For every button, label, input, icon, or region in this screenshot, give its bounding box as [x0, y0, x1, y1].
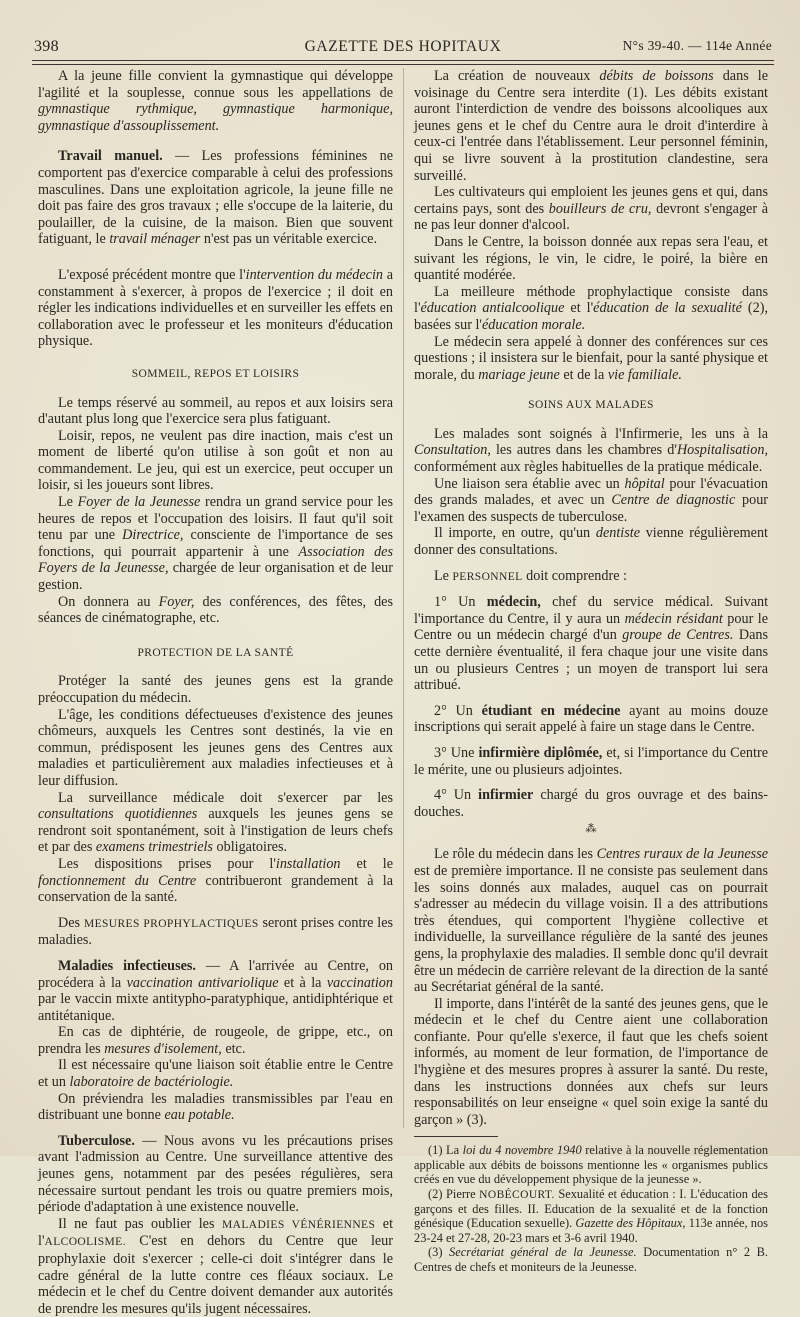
paragraph: Le médecin sera appelé à donner des conférences sur ces questions ; il insistera sur le bienfait, pour la santé physique et morale, du mariage jeune et de la vie familiale. [414, 333, 768, 383]
footnote-3: (3) Secrétariat général de la Jeunesse. Documentation n° 2 B. Centres de chefs et moniteurs de la Jeunesse. [414, 1245, 768, 1274]
paragraph: L'âge, les conditions défectueuses d'existence des jeunes chômeurs, auxquels les Centres sont destinés, la vie en commun, prédisposent les jeunes gens des Centres aux maladies et particulièrement aux maladies infectieuses et à leur diffusion. [38, 706, 393, 789]
paragraph: La création de nouveaux débits de boissons dans le voisinage du Centre sera interdite (1). Les débits existant auront l'interdiction de vendre des boissons alcooliques aux jeunes gens et le chef du Centre aura le droit d'interdire à ceux-ci l'entrée dans l'établissement. Leur personnel féminin, qui se livre souvent à la prostitution clandestine, sera surveillé. [414, 68, 768, 184]
paragraph: Les dispositions prises pour l'installation et le fonctionnement du Centre contribueront grandement à la conservation de la santé. [38, 855, 394, 906]
left-column [38, 68, 393, 1317]
paragraph: On préviendra les maladies transmissibles par l'eau en distribuant une bonne eau potable. [38, 1090, 393, 1124]
footnote-1: (1) La loi du 4 novembre 1940 relative à la nouvelle réglementation applicable aux débits de boissons mentionne les « organismes publics créés en vue du développement physique de la jeunesse ». [414, 1143, 769, 1187]
paragraph: Tuberculose. — Nous avons vu les précautions prises avant l'admission au Centre. Une surveillance attentive des jeunes gens, notamment par des pesées régulières, sera nécessaire surtout pendant les trois ou quatre premiers mois, période d'adaptation à une existence nouvelle. [38, 1132, 394, 1216]
paragraph: Protéger la santé des jeunes gens est la grande préoccupation du médecin. [38, 673, 393, 706]
paragraph: Des MESURES PROPHYLACTIQUES seront prises contre les maladies. [38, 914, 394, 949]
page-number: 398 [34, 38, 59, 55]
paragraph: Les cultivateurs qui emploient les jeunes gens et qui, dans certains pays, sont des bouilleurs de cru, devront s'engager à ne pas leur donner d'alcool. [414, 184, 768, 234]
paragraph: Il ne faut pas oublier les MALADIES VÉNÉRIENNES et l'ALCOOLISME. C'est en dehors du Centre que leur prophylaxie doit s'exercer ; celle-ci doit s'intégrer dans le cadre général de la lutte contre ces fléaux sociaux. Le médecin et le chef du Centre doivent demander aux autorités de prendre les mesures qu'ils jugent nécessaires. [38, 1215, 394, 1317]
paragraph: Les malades sont soignés à l'Infirmerie, les uns à la Consultation, les autres dans les chambres d'Hospitalisation, conformément aux règles habituelles de la pratique médicale. [414, 425, 768, 476]
paragraph: L'exposé précédent montre que l'intervention du médecin a constamment à s'exercer, à propos de l'exercice ; il doit en régler les indications individuelles et en surveiller les effets en collaboration avec le professeur et les moniteurs d'éducation physique. [38, 266, 394, 350]
paragraph: La surveillance médicale doit s'exercer par les consultations quotidiennes auxquels les jeunes gens se rendront soit spontanément, soit à l'instigation de leurs chefs et par des examens trimestriels obligatoires. [38, 789, 393, 856]
paragraph: Il importe, dans l'intérêt de la santé des jeunes gens, que le médecin et le chef du Centre aient une collaboration confiante. Pour qu'elle s'exerce, il faut que les chefs soient informés, au moment de leur formation, de l'importance de l'hygiène et des mesures propres à assurer la santé. Du reste, dans les instructions données aux chefs sur leurs responsabilités on leur enseigne « quel soin exige la santé du garçon » (3). [414, 995, 768, 1128]
issue-info: N°s 39-40. — 114e Année [622, 38, 772, 53]
section-heading-sommeil: SOMMEIL, REPOS ET LOISIRS [131, 367, 300, 380]
paragraph: Le temps réservé au sommeil, au repos et aux loisirs sera d'autant plus long que l'exercice sera plus fatiguant. [38, 394, 393, 428]
paragraph: On donnera au Foyer, des conférences, des fêtes, des séances de cinématographe, etc. [38, 593, 393, 627]
paragraph: 1° Un médecin, chef du service médical. Suivant l'importance du Centre, il y aura un médecin résidant pour le Centre ou un médecin chargé d'un groupe de Centres. Dans cette dernière éventualité, il fera chaque jour une visite dans un ou plusieurs Centres ; un moyen de transport lui sera attribué. [414, 594, 769, 694]
header-rule-thin [32, 64, 774, 65]
journal-title: GAZETTE DES HOPITAUX [304, 38, 502, 55]
paragraph: Dans le Centre, la boisson donnée aux repas sera l'eau, et suivant les régions, le vin, le cidre, le poiré, la bière en quantité modérée. [414, 233, 768, 284]
paragraph: Il est nécessaire qu'une liaison soit établie entre le Centre et un laboratoire de bactériologie. [38, 1057, 393, 1091]
paragraph: Travail manuel. — Les professions féminines ne comportent pas d'exercice comparable à celui des professions masculines. Dans une exploitation agricole, la jeune fille ne doit pas faire des gros travaux ; elle s'occupe de la laiterie, du poulailler, de la cuisine, de la maison. Bien que souvent fatiguant, le travail ménager n'est pas un véritable exercice. [38, 148, 394, 248]
paragraph: Maladies infectieuses. — A l'arrivée au Centre, on procédera à la vaccination antivariolique et à la vaccination par le vaccin mixte antitypho-paratyphique, antidiphtérique et antitétanique. [38, 957, 394, 1024]
paragraph: En cas de diphtérie, de rougeole, de grippe, etc., on prendra les mesures d'isolement, etc. [38, 1024, 393, 1057]
paragraph: La meilleure méthode prophylactique consiste dans l'éducation antialcoolique et l'éducation de la sexualité (2), basées sur l'éducation morale. [414, 283, 769, 333]
paragraph: 2° Un étudiant en médecine ayant au moins douze inscriptions qui serait appelé à faire un stage dans le Centre. [414, 702, 769, 736]
footnote-rule [414, 1136, 498, 1137]
paragraph: Le PERSONNEL doit comprendre : [434, 567, 627, 584]
asterism-ornament: ⁂ [585, 823, 597, 836]
paragraph: A la jeune fille convient la gymnastique qui développe l'agilité et la souplesse, connue sous les appellations de gymnastique rythmique, gymnastique harmonique, gymnastique d'assouplissement. [38, 68, 393, 134]
running-header [34, 36, 772, 58]
right-column [414, 68, 768, 1274]
column-divider [403, 68, 404, 1128]
section-heading-soins: SOINS AUX MALADES [528, 399, 654, 412]
section-heading-protection: PROTECTION DE LA SANTÉ [137, 646, 294, 659]
paragraph: Il importe, en outre, qu'un dentiste vienne régulièrement donner des consultations. [414, 525, 768, 559]
paragraph: Loisir, repos, ne veulent pas dire inaction, mais c'est un moment de liberté qu'on utilise à son goût et non au commandement. Le jeu, qui est un exercice, peut occuper un loisir, si les joueurs sont libres. [38, 427, 393, 494]
paragraph: Une liaison sera établie avec un hôpital pour l'évacuation des grands malades, et avec un Centre de diagnostic pour l'examen des suspects de tuberculose. [414, 475, 769, 525]
paragraph: 3° Une infirmière diplômée, et, si l'importance du Centre le mérite, une ou plusieurs adjointes. [414, 744, 768, 778]
paragraph: Le rôle du médecin dans les Centres ruraux de la Jeunesse est de première importance. Il ne consiste pas seulement dans les soins donnés aux malades, auquel cas on pourrait s'adresser au médecin du village voisin. Il a des attributions très étendues, qui comportent l'hygiène collective et individuelle, la surveillance régulière de la santé des jeunes gens, la prophylaxie des maladies. Il semble donc qu'il devrait être un médecin de carrière relevant de la direction de la santé au Secrétariat général de la santé. [414, 846, 769, 996]
paragraph: 4° Un infirmier chargé du gros ouvrage et des bains-douches. [414, 787, 769, 820]
footnote-2: (2) Pierre NOBÉCOURT. Sexualité et éducation : I. L'éducation des garçons et des filles. II. Education de la sexualité et de la fonction génésique (Education sexuelle). Gazette des Hôpitaux, 113e année, nos 23-24 et 27-28, 20-23 mars et 3-6 avril 1940. [414, 1186, 769, 1245]
paragraph: Le Foyer de la Jeunesse rendra un grand service pour les heures de repos et l'occupation des loisirs. Il faut qu'il soit tenu par une Directrice, consciente de l'importance de ses fonctions, qui pourrait appartenir à une Association des Foyers de la Jeunesse, chargée de leur organisation et de leur gestion. [38, 494, 394, 594]
header-rule [32, 60, 774, 61]
